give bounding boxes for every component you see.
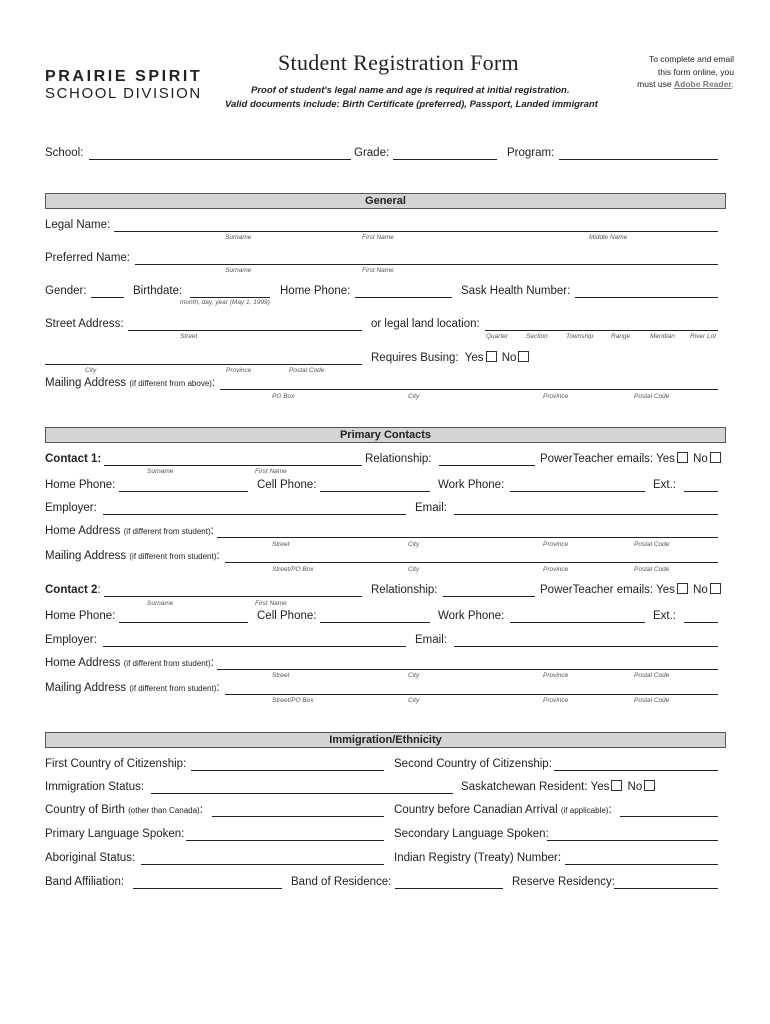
contact1-label: Contact 1: <box>45 453 102 465</box>
contact2-mailing-address-label: Mailing Address (if different from student): <box>45 682 220 694</box>
indian-registry-field[interactable] <box>565 864 718 865</box>
section-general: General <box>45 193 726 209</box>
birthdate-label: Birthdate: <box>133 285 183 297</box>
home-phone-label: Home Phone: <box>280 285 351 297</box>
band-affiliation-field[interactable] <box>133 888 282 889</box>
secondary-language-label: Secondary Language Spoken: <box>394 828 549 840</box>
program-label: Program: <box>507 147 555 159</box>
logo-line-1: PRAIRIE SPIRIT <box>45 68 203 85</box>
contact1-mailing-address-field[interactable] <box>225 562 718 563</box>
immigration-status-field[interactable] <box>151 793 453 794</box>
contact2-pt-yes-checkbox[interactable] <box>677 583 688 594</box>
preferred-name-label: Preferred Name: <box>45 252 131 264</box>
contact1-pt-no-checkbox[interactable] <box>710 452 721 463</box>
aboriginal-status-label: Aboriginal Status: <box>45 852 136 864</box>
aboriginal-status-field[interactable] <box>141 864 384 865</box>
section-immigration: Immigration/Ethnicity <box>45 732 726 748</box>
contact1-work-field[interactable] <box>510 491 645 492</box>
contact1-home-address-field[interactable] <box>217 537 718 538</box>
contact2-cell-field[interactable] <box>320 622 430 623</box>
band-affiliation-label: Band Affiliation: <box>45 876 125 888</box>
health-number-label: Sask Health Number: <box>461 285 571 297</box>
program-field[interactable] <box>559 159 718 160</box>
contact1-pt-yes-checkbox[interactable] <box>677 452 688 463</box>
contact2-email-field[interactable] <box>454 646 718 647</box>
contact2-home-address-field[interactable] <box>217 669 718 670</box>
contact2-label: Contact 2: <box>45 584 101 596</box>
legal-name-label: Legal Name: <box>45 219 111 231</box>
band-residence-label: Band of Residence: <box>291 876 392 888</box>
page-title: Student Registration Form <box>278 50 519 75</box>
contact2-employer-field[interactable] <box>103 646 406 647</box>
contact2-cell-label: Cell Phone: <box>257 610 317 622</box>
street-address-field[interactable] <box>128 330 362 331</box>
indian-registry-label: Indian Registry (Treaty) Number: <box>394 852 562 864</box>
contact1-home-phone-label: Home Phone: <box>45 479 116 491</box>
section-primary-contacts: Primary Contacts <box>45 427 726 443</box>
school-field[interactable] <box>89 159 351 160</box>
home-phone-field[interactable] <box>355 297 452 298</box>
contact2-mailing-address-field[interactable] <box>225 694 718 695</box>
band-residence-field[interactable] <box>395 888 503 889</box>
mailing-address-field[interactable] <box>220 389 718 390</box>
mailing-address-label: Mailing Address (if different from above): <box>45 377 216 389</box>
contact1-employer-label: Employer: <box>45 502 97 514</box>
contact1-employer-field[interactable] <box>103 514 406 515</box>
sask-resident-yes-checkbox[interactable] <box>611 780 622 791</box>
birthdate-field[interactable] <box>190 297 270 298</box>
contact2-powerteacher: PowerTeacher emails: Yes No <box>540 583 723 596</box>
contact2-home-phone-label: Home Phone: <box>45 610 116 622</box>
city-province-field[interactable] <box>45 364 362 365</box>
immigration-status-label: Immigration Status: <box>45 781 145 793</box>
reserve-residency-label: Reserve Residency: <box>512 876 615 888</box>
contact1-work-label: Work Phone: <box>438 479 505 491</box>
proof-note: Proof of student's legal name and age is required at initial registration. <box>251 85 570 96</box>
country-before-arrival-field[interactable] <box>620 816 718 817</box>
contact2-ext-label: Ext.: <box>653 610 677 622</box>
contact1-mailing-address-label: Mailing Address (if different from student): <box>45 550 220 562</box>
busing-yes-checkbox[interactable] <box>486 351 497 362</box>
health-number-field[interactable] <box>575 297 718 298</box>
street-address-label: Street Address: <box>45 318 124 330</box>
adobe-note: To complete and email this form online, you must use Adobe Reader. <box>637 54 734 89</box>
secondary-language-field[interactable] <box>547 840 718 841</box>
contact2-relationship-field[interactable] <box>443 596 535 597</box>
contact2-pt-no-checkbox[interactable] <box>710 583 721 594</box>
grade-label: Grade: <box>354 147 390 159</box>
contact2-name-field[interactable] <box>104 596 362 597</box>
contact1-email-label: Email: <box>415 502 447 514</box>
logo <box>45 68 202 102</box>
contact1-ext-field[interactable] <box>684 491 718 492</box>
gender-field[interactable] <box>91 297 124 298</box>
busing-row: Requires Busing: Yes No <box>371 351 531 364</box>
sask-resident-row: Saskatchewan Resident: Yes No <box>461 780 657 793</box>
legal-name-field[interactable] <box>114 231 718 232</box>
grade-field[interactable] <box>393 159 497 160</box>
busing-no-checkbox[interactable] <box>518 351 529 362</box>
school-label: School: <box>45 147 84 159</box>
second-citizenship-label: Second Country of Citizenship: <box>394 758 552 770</box>
contact1-home-address-label: Home Address (if different from student): <box>45 525 214 537</box>
contact1-powerteacher: PowerTeacher emails: Yes No <box>540 452 723 465</box>
first-citizenship-label: First Country of Citizenship: <box>45 758 187 770</box>
preferred-name-field[interactable] <box>135 264 718 265</box>
contact2-email-label: Email: <box>415 634 447 646</box>
contact2-relationship-label: Relationship: <box>371 584 438 596</box>
contact1-name-field[interactable] <box>104 465 362 466</box>
primary-language-label: Primary Language Spoken: <box>45 828 185 840</box>
primary-language-field[interactable] <box>186 840 384 841</box>
sask-resident-no-checkbox[interactable] <box>644 780 655 791</box>
contact1-cell-label: Cell Phone: <box>257 479 317 491</box>
country-before-arrival-label: Country before Canadian Arrival (if applicable): <box>394 804 612 816</box>
country-birth-label: Country of Birth (other than Canada): <box>45 804 203 816</box>
contact2-employer-label: Employer: <box>45 634 97 646</box>
country-birth-field[interactable] <box>212 816 384 817</box>
valid-docs-note: Valid documents include: Birth Certificate (preferred), Passport, Landed immigrant <box>225 99 598 110</box>
contact2-work-label: Work Phone: <box>438 610 505 622</box>
contact1-email-field[interactable] <box>454 514 718 515</box>
land-location-field[interactable] <box>485 330 718 331</box>
first-citizenship-field[interactable] <box>191 770 384 771</box>
reserve-residency-field[interactable] <box>614 888 718 889</box>
contact1-relationship-field[interactable] <box>439 465 535 466</box>
contact1-relationship-label: Relationship: <box>365 453 432 465</box>
contact2-home-phone-field[interactable] <box>119 622 248 623</box>
contact1-home-phone-field[interactable] <box>119 491 248 492</box>
adobe-reader-link[interactable]: Adobe Reader <box>674 79 732 89</box>
contact2-ext-field[interactable] <box>684 622 718 623</box>
contact1-cell-field[interactable] <box>320 491 430 492</box>
contact1-ext-label: Ext.: <box>653 479 677 491</box>
second-citizenship-field[interactable] <box>554 770 718 771</box>
gender-label: Gender: <box>45 285 87 297</box>
logo-line-2: SCHOOL DIVISION <box>45 85 202 102</box>
contact2-home-address-label: Home Address (if different from student): <box>45 657 214 669</box>
land-location-label: or legal land location: <box>371 318 480 330</box>
contact2-work-field[interactable] <box>510 622 645 623</box>
